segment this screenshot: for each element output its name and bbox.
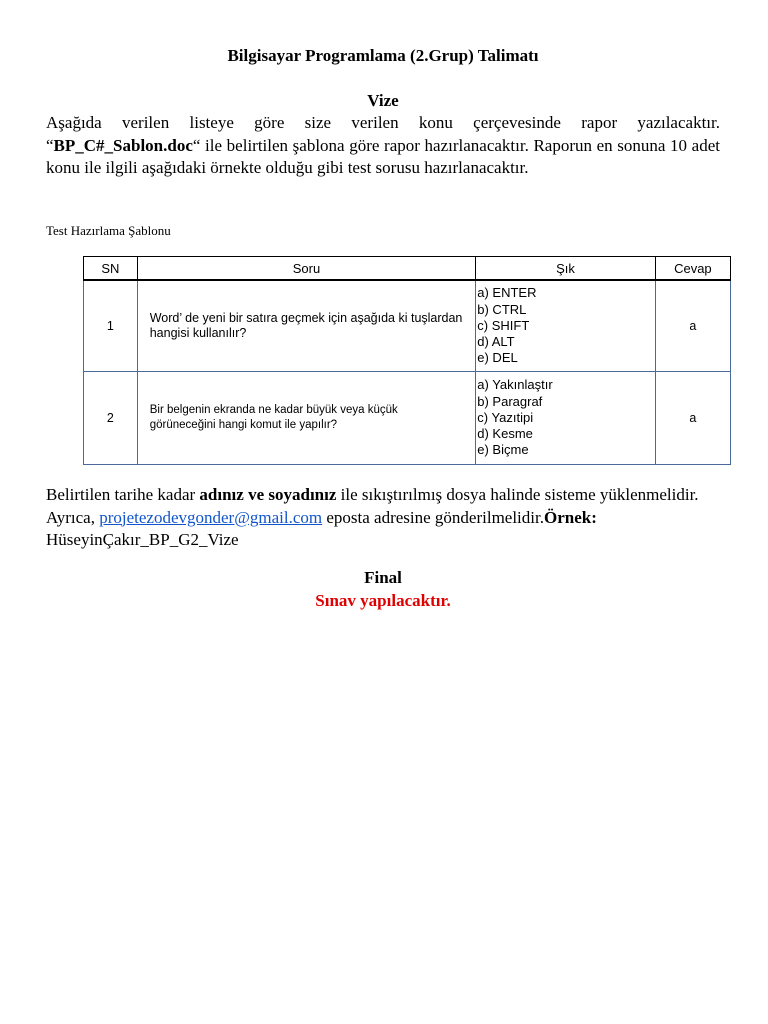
example-label: Örnek: xyxy=(543,507,597,527)
submission-text-part3: eposta adresine gönderilmelidir. xyxy=(322,507,544,527)
vize-heading: Vize xyxy=(367,91,399,110)
row-answer: a xyxy=(655,372,730,465)
intro-text-part1: Aşağıda verilen listeye göre size verilen konu çerçevesinde rapor yazılacaktır. “ xyxy=(46,113,720,155)
template-caption: Test Hazırlama Şablonu xyxy=(46,223,171,238)
option-item: c) Yazıtipi xyxy=(477,409,534,425)
name-surname-emphasis: adınız ve soyadınız xyxy=(199,485,337,504)
option-item: c) SHIFT xyxy=(477,317,530,333)
row-question: Bir belgenin ekranda ne kadar büyük veya küçük görüneceğini hangi komut ile yapılır? xyxy=(137,372,476,465)
option-item: d) ALT xyxy=(477,334,515,350)
template-file-name: BP_C#_Sablon.doc xyxy=(53,135,193,155)
header-sn: SN xyxy=(84,257,138,281)
option-item: b) CTRL xyxy=(477,301,527,317)
final-note: Sınav yapılacaktır. xyxy=(315,591,451,610)
option-item: b) Paragraf xyxy=(477,393,543,409)
row-options xyxy=(476,372,655,465)
option-item: a) Yakınlaştır xyxy=(477,377,553,393)
example-filename: HüseyinÇakır_BP_G2_Vize xyxy=(46,530,239,549)
table-row xyxy=(84,372,731,465)
final-heading: Final xyxy=(364,568,402,587)
intro-text-part2: “ ile belirtilen şablona göre rapor hazırlanacaktır. Raporun en sonuna 10 adet konu ile ilgili aşağıdaki örnekte olduğu gibi test sorusu hazırlanacaktır. xyxy=(46,135,720,177)
email-link[interactable]: projetezodevgonder@gmail.com xyxy=(99,507,323,527)
submission-text-part1: Belirtilen tarihe kadar xyxy=(46,485,200,504)
document-title: Bilgisayar Programlama (2.Grup) Talimatı xyxy=(227,46,539,65)
header-sik: Şık xyxy=(476,257,655,281)
question-template-table xyxy=(83,256,731,465)
option-item: e) DEL xyxy=(477,350,518,366)
row-answer: a xyxy=(655,280,730,372)
table-header-row xyxy=(84,257,731,281)
row-question: Word’ de yeni bir satıra geçmek için aşağıda ki tuşlardan hangisi kullanılır? xyxy=(137,280,476,372)
vize-instructions xyxy=(46,112,720,180)
submission-text-part2: ile sıkıştırılmış dosya halinde sisteme yüklenmelidir. Ayrıca, xyxy=(46,485,699,527)
row-sn: 1 xyxy=(84,280,138,372)
option-item: d) Kesme xyxy=(477,426,533,442)
submission-instructions xyxy=(46,484,720,552)
row-sn: 2 xyxy=(84,372,138,465)
option-item: e) Biçme xyxy=(477,442,529,458)
option-item: a) ENTER xyxy=(477,285,537,301)
row-options xyxy=(476,280,655,372)
header-cevap: Cevap xyxy=(655,257,730,281)
table-row xyxy=(84,280,731,372)
header-soru: Soru xyxy=(137,257,476,281)
